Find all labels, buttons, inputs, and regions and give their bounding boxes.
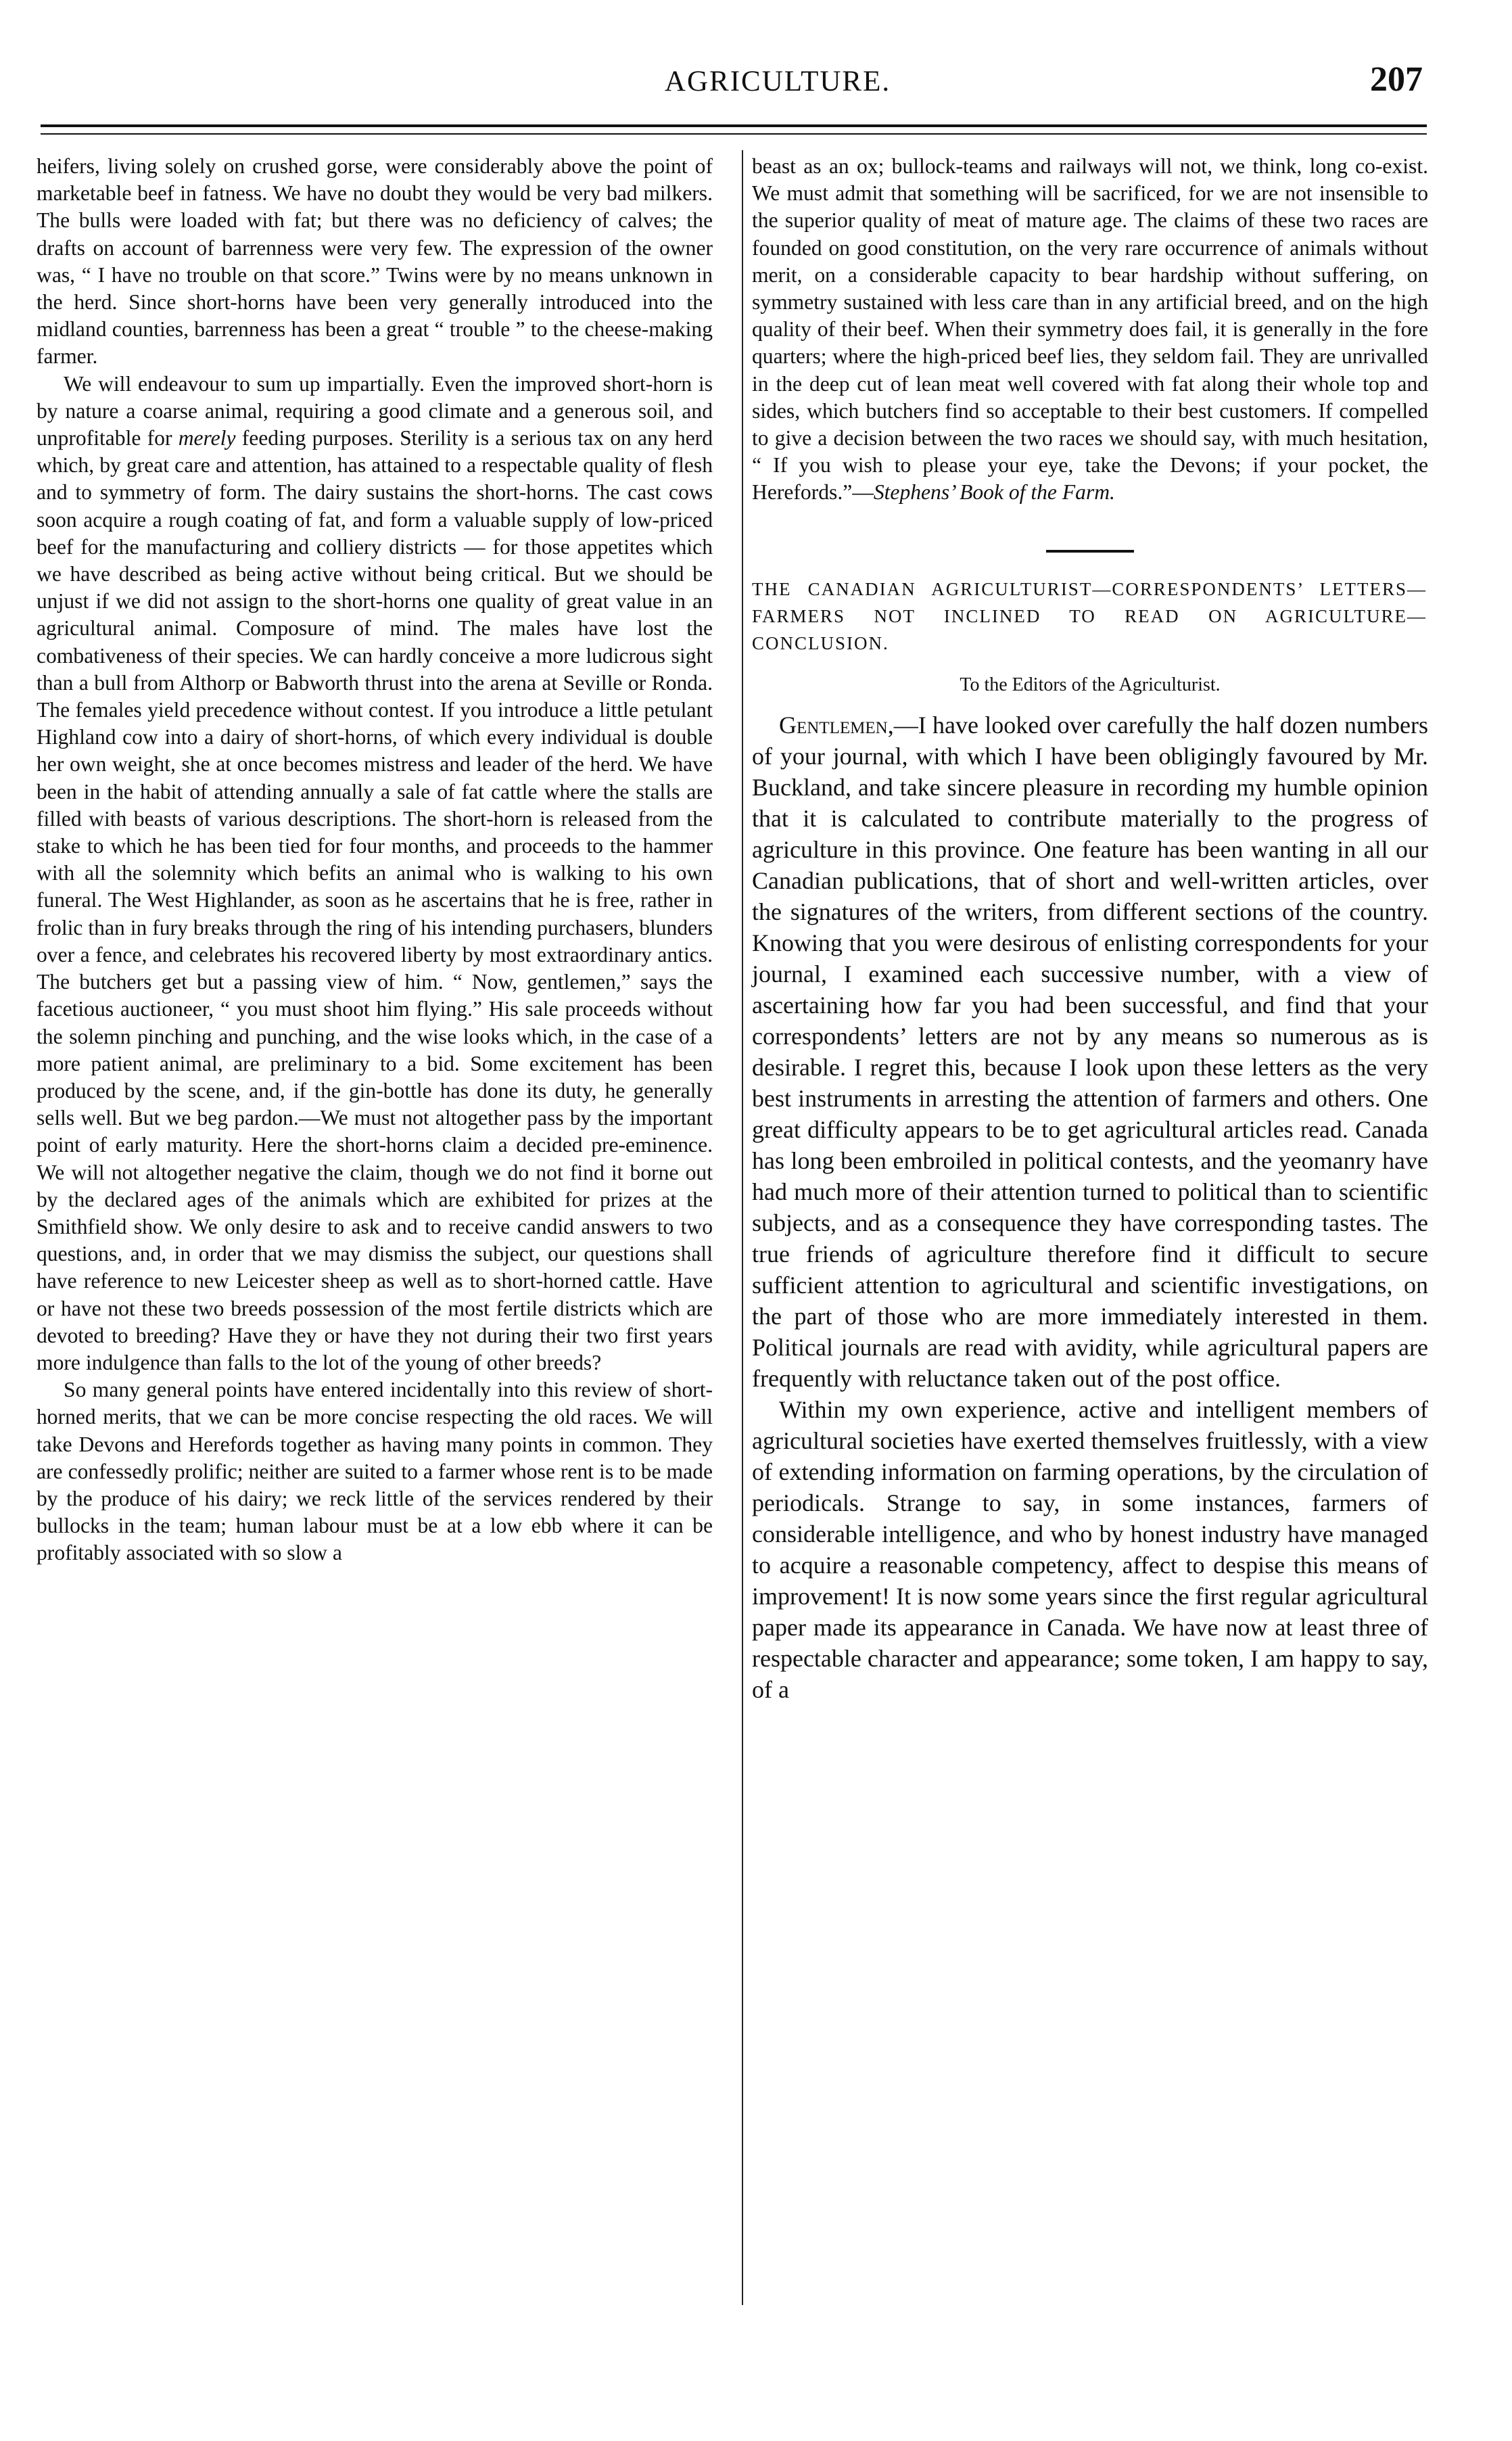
paragraph-sum-up-part1: We will endeavour to sum up impartially. Even the improved short-horn is by nature a coarse animal, requiring a good climate and a generous soil, and unprofitable for — [37, 371, 713, 450]
header-rule — [41, 124, 1427, 135]
letter-paragraph-1-text: —I have looked over carefully the half dozen numbers of your journal, with which I have been obligingly favoured by Mr. Buckland, and take sincere pleasure in recording my humble opinion that it is calculated to contribute materially to the progress of agriculture in this province. One feature has been wanting in all our Canadian publications, that of short and well-written articles, over the signatures of the writers, from different sections of the country. Knowing that you were desirous of enlisting correspondents for your journal, I examined each successive number, with a view of ascertaining how far you had been successful, and find that your correspondents’ letters are not by any means so numerous as is desirable. I regret this, because I look upon these letters as the very best instruments in arresting the attention of farmers and others. One great difficulty appears to be to get agricultural articles read. Canada has long been embroiled in political contests, and the yeomanry have had much more of their attention turned to political than to scientific subjects, and as a consequence they have corresponding tastes. The true friends of agriculture therefore find it difficult to secure sufficient attention to agricultural and scientific investigations, on the part of those who are more immediately interested in them. Political journals are read with avidity, while agricultural papers are frequently with reluctance taken out of the post office. — [752, 711, 1428, 1392]
letter-paragraph-1 — [752, 710, 1428, 1394]
paragraph-continuation — [752, 153, 1428, 507]
paragraph-old-races: So many general points have entered incidentally into this review of short-horned merits, that we can be more concise respecting the old races. We will take Devons and Herefords together as having many points in common. They are confessedly prolific; neither are suited to a farmer whose rent is to be made by the produce of his dairy; we reck little of the services rendered by their bullocks in the team; human labour must be at a low ebb where it can be profitably associated with so slow a — [37, 1378, 713, 1565]
letter-greeting: Gentlemen, — [779, 711, 894, 739]
running-head — [41, 60, 1447, 112]
article-title: THE CANADIAN AGRICULTURIST—CORRESPONDENTS’ LETTERS—FARMERS NOT INCLINED TO READ ON AGRICULTURE—CONCLUSION. — [752, 578, 1427, 653]
paragraph-sum-up — [37, 371, 713, 1377]
paragraph-heifers: heifers, living solely on crushed gorse, were considerably above the point of marketable beef in fatness. We have no doubt they would be very bad milkers. The bulls were loaded with fat; but there was no deficiency of calves; the drafts on account of barrenness were very few. The expression of the owner was, “ I have no trouble on that score.” Twins were by no means unknown in the herd. Since short-horns have been very generally introduced into the midland counties, barrenness has been a great “ trouble ” to the cheese-making farmer. — [37, 154, 713, 369]
paragraph-sum-up-part2: feeding purposes. Sterility is a serious tax on any herd which, by great care and attention, has attained to a respectable quality of flesh and to symmetry of form. The dairy sustains the short-horns. The cast cows soon acquire a rough coating of fat, and form a valuable supply of low-priced beef for the manufacturing and colliery districts — for those appetites which we have described as being active without being critical. But we should be unjust if we did not assign to the short-horns one quality of great value in an agricultural animal. Composure of mind. The males have lost the combativeness of their species. We can hardly conceive a more ludicrous sight than a bull from Althorp or Babworth thrust into the arena at Seville or Ronda. The females yield precedence without contest. If you introduce a little petulant Highland cow into a dairy of short-horns, of which every individual is double her own weight, she at once becomes mistress and leader of the herd. We have been in the habit of attending annually a sale of fat cattle where the stalls are filled with beasts of various descriptions. The short-horn is released from the stake to which he has been tied for four months, and proceeds to the hammer with all the solemnity which befits an animal who is walking to his own funeral. The West Highlander, as soon as he ascertains that he is free, rather in frolic than in fury breaks through the ring of his intending purchasers, blunders over a fence, and celebrates his recovered liberty by most extraordinary antics. The butchers get but a passing view of him. “ Now, gentlemen,” says the facetious auctioneer, “ you must shoot him flying.” His sale proceeds without the solemn pinching and punching, and the wise looks which, in the case of a more patient animal, are preliminary to a bid. Some excitement has been produced by the scene, and, if the gin-bottle has done its duty, he generally sells well. But we beg pardon.—We must not altogether pass by the important point of early maturity. Here the short-horns claim a decided pre-eminence. We will not altogether negative the claim, though we do not find it borne out by the declared ages of the animals which are exhibited for prizes at the Smithfield show. We only desire to ask and to receive candid answers to two questions, and, in order that we may dismiss the subject, our questions shall have reference to new Leicester sheep as well as to short-horned cattle. Have or have not these two breeds possession of the most fertile districts which are devoted to breeding? Have they or have they not during their two first years more indulgence than falls to the lot of the young of other breeds? — [37, 426, 713, 1374]
letter-paragraph-2: Within my own experience, active and intelligent members of agricultural societies have exerted themselves fruitlessly, with a view of extending information on farming operations, by the circulation of periodicals. Strange to say, in some instances, farmers of considerable intelligence, and who by honest industry have managed to acquire a reasonable competency, affect to despise this means of improvement! It is now some years since the first regular agricultural paper made its appearance in Canada. We have now at least three of respectable character and appearance; some token, I am happy to say, of a — [752, 1395, 1428, 1703]
running-title: AGRICULTURE. — [664, 66, 891, 97]
continuation-text: beast as an ox; bullock-teams and railways will not, we think, long co-exist. We must admit that something will be sacrificed, for we are not insensible to the superior quality of meat of mature age. The claims of these two races are founded on good constitution, on the very rare occurrence of animals without merit, on a considerable capacity to bear hardship without suffering, on symmetry sustained with less care than in any artificial breed, and on the high quality of their beef. When their symmetry does fail, it is generally in the fore quarters; where the high-priced beef lies, they seldom fail. They are unrivalled in the deep cut of lean meat well covered with fat along their whole top and sides, which butchers find so acceptable to their best customers. If compelled to give a decision between the two races we should say, with much hesitation, “ If you wish to please your eye, take the Devons; if your pocket, the Herefords.”— — [752, 154, 1428, 505]
right-column — [752, 153, 1428, 1705]
page-number: 207 — [1370, 60, 1423, 99]
addressee-line: To the Editors of the Agriculturist. — [960, 674, 1221, 695]
section-separator — [1046, 550, 1134, 553]
left-column — [37, 153, 713, 1567]
emphasis-merely: merely — [178, 426, 236, 450]
source-citation: Stephens’ Book of the Farm. — [873, 480, 1115, 505]
column-divider — [742, 150, 743, 2305]
